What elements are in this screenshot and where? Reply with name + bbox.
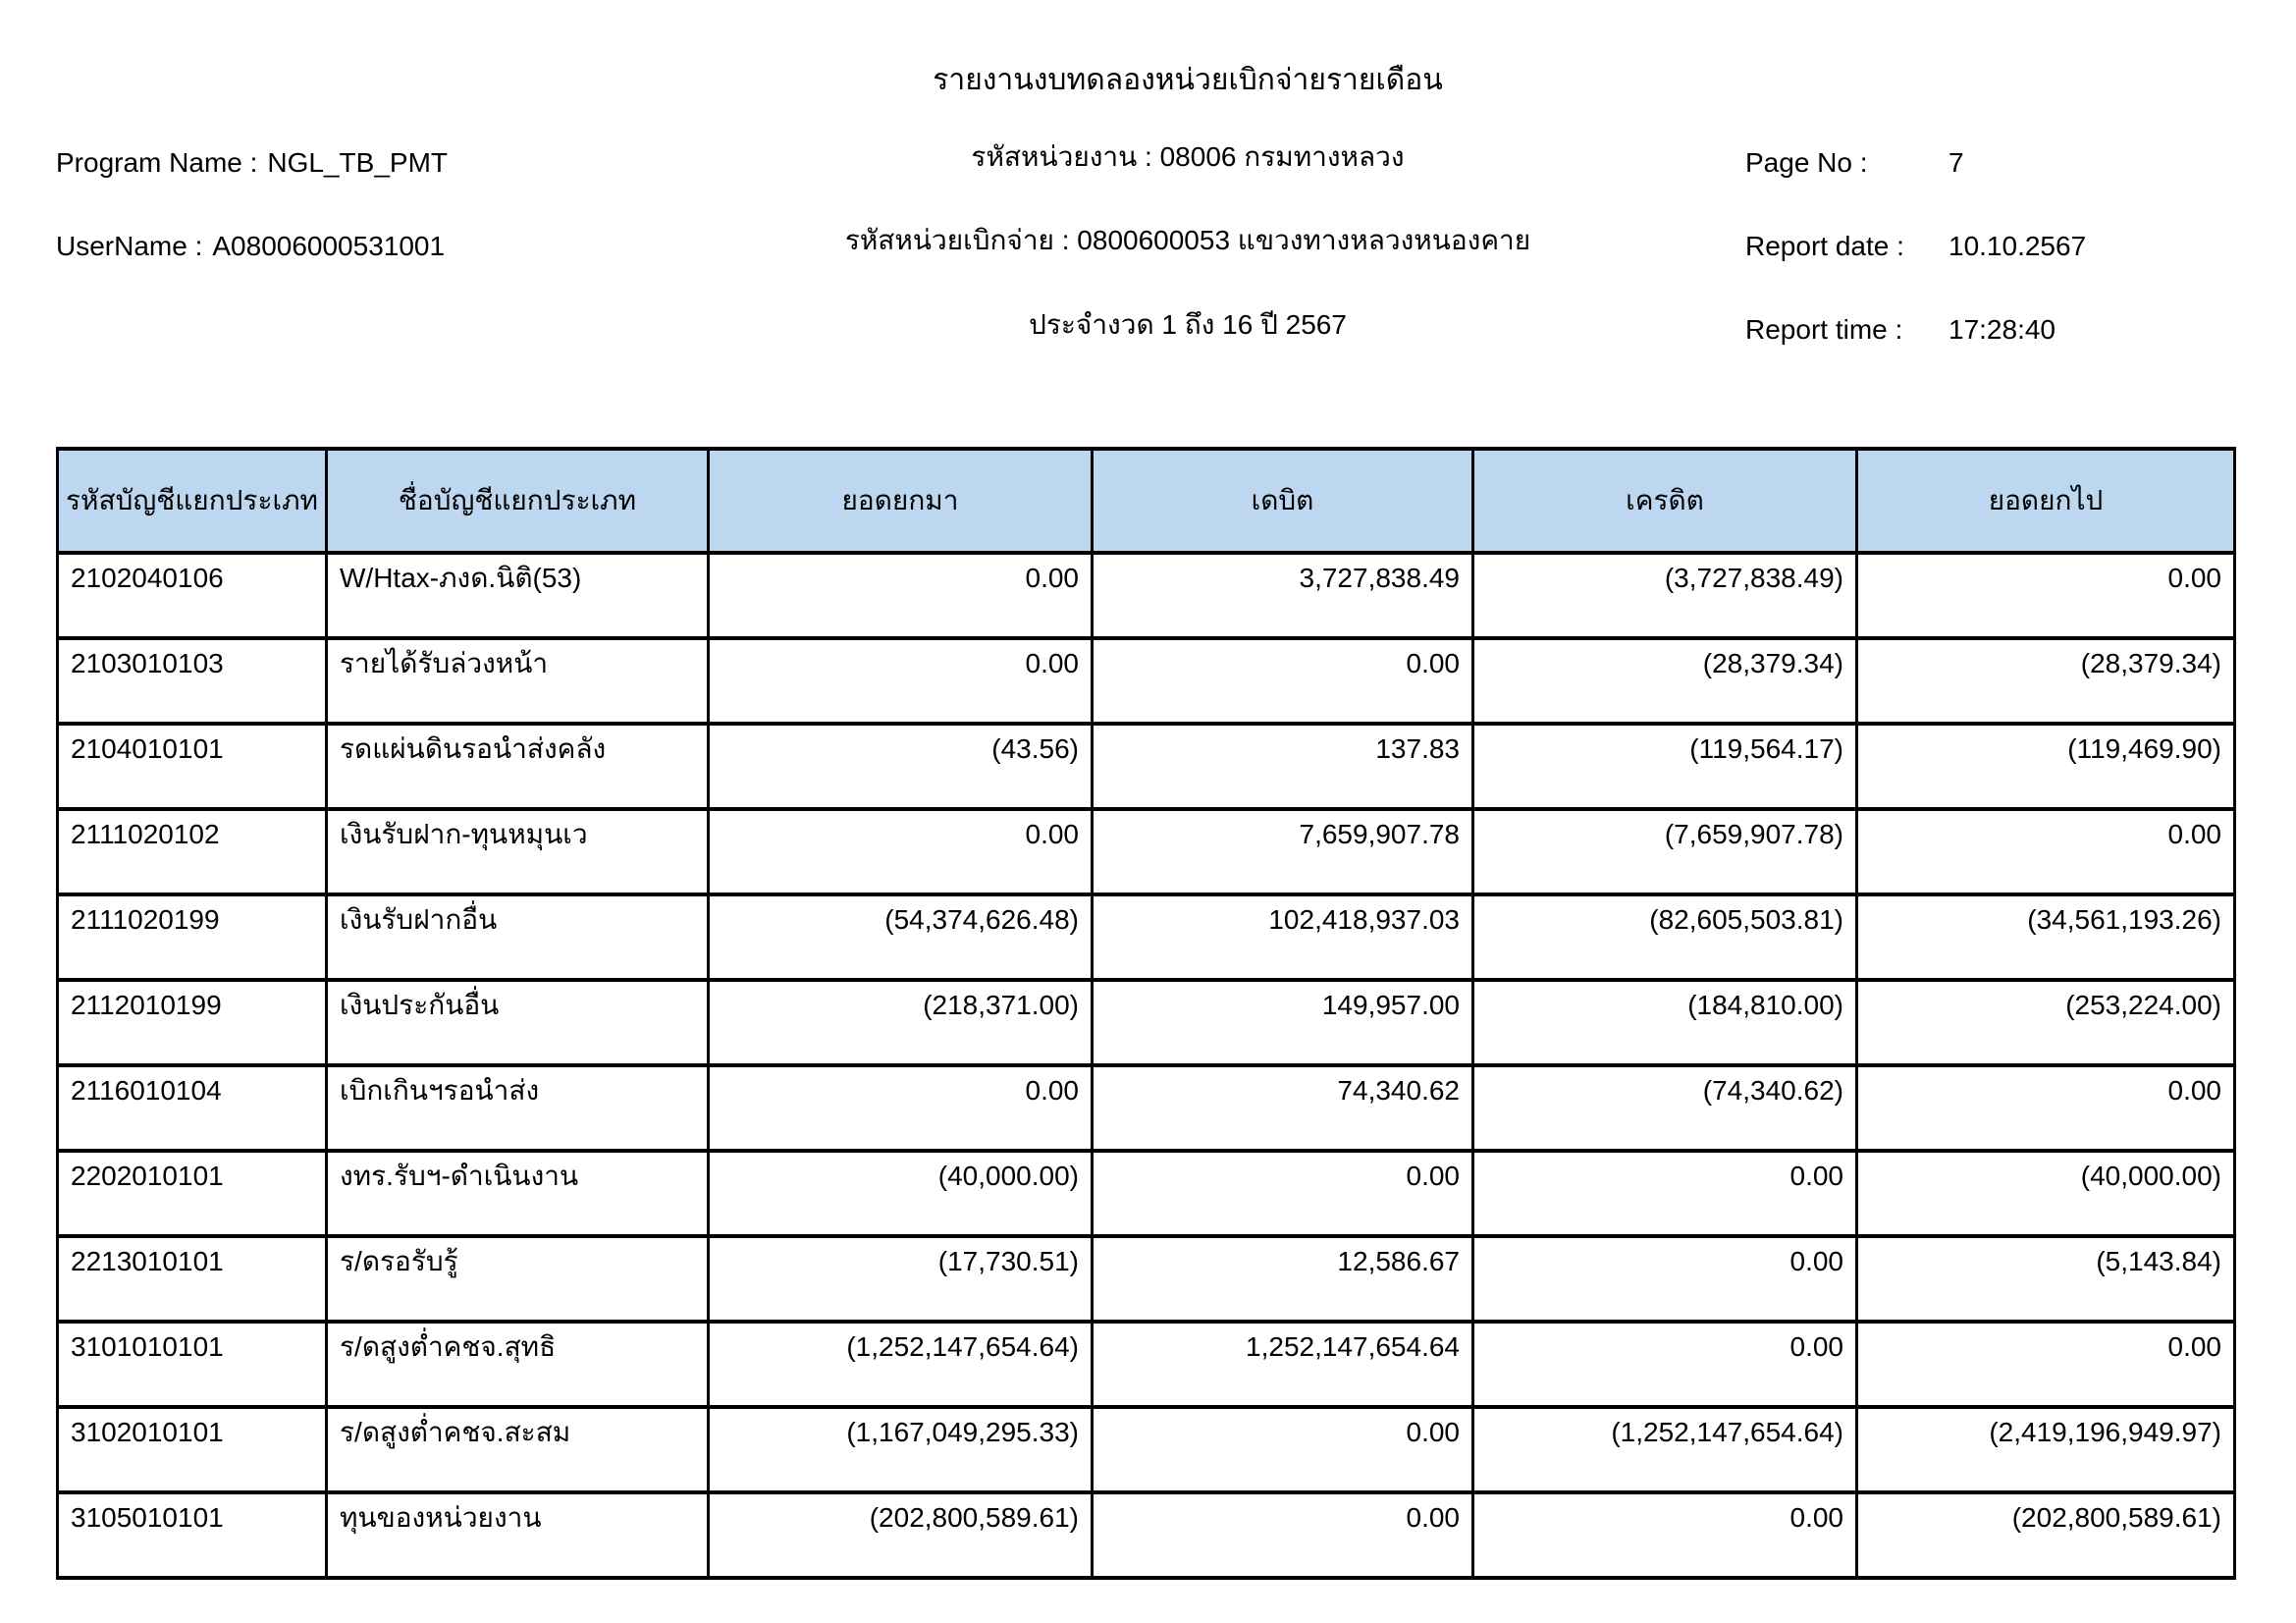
opening-balance-cell: 0.00 <box>709 809 1093 894</box>
account-code-cell: 2102040106 <box>58 553 327 638</box>
credit-cell: (184,810.00) <box>1473 980 1857 1065</box>
credit-cell: 0.00 <box>1473 1492 1857 1578</box>
table-header-row <box>58 449 2235 553</box>
opening-balance-cell: 0.00 <box>709 553 1093 638</box>
report-time-label: Report time : <box>1745 314 1903 345</box>
program-name-label: Program Name : <box>56 147 258 178</box>
closing-balance-cell: 0.00 <box>1857 1065 2235 1151</box>
period-line: ประจำงวด 1 ถึง 16 ปี 2567 <box>1029 309 1347 340</box>
table-row <box>58 724 2235 809</box>
account-code-cell: 2103010103 <box>58 638 327 724</box>
table-row <box>58 894 2235 980</box>
opening-balance-cell: (43.56) <box>709 724 1093 809</box>
closing-balance-cell: (34,561,193.26) <box>1857 894 2235 980</box>
opening-balance-cell: 0.00 <box>709 638 1093 724</box>
credit-cell: 0.00 <box>1473 1236 1857 1322</box>
report-time-value: 17:28:40 <box>1949 314 2056 345</box>
account-code-cell: 2116010104 <box>58 1065 327 1151</box>
program-name-value: NGL_TB_PMT <box>267 147 449 178</box>
opening-balance-cell: (54,374,626.48) <box>709 894 1093 980</box>
agency-line: รหัสหน่วยงาน : 08006 กรมทางหลวง <box>971 141 1405 172</box>
debit-cell: 149,957.00 <box>1093 980 1473 1065</box>
account-code-cell: 2213010101 <box>58 1236 327 1322</box>
closing-balance-cell: (2,419,196,949.97) <box>1857 1407 2235 1492</box>
account-name-cell: ร/ดสูงต่ำคชจ.สะสม <box>327 1407 709 1492</box>
account-name-cell: รดแผ่นดินรอนำส่งคลัง <box>327 724 709 809</box>
opening-balance-cell: (202,800,589.61) <box>709 1492 1093 1578</box>
credit-cell: (74,340.62) <box>1473 1065 1857 1151</box>
closing-balance-cell: 0.00 <box>1857 1322 2235 1407</box>
credit-cell: (1,252,147,654.64) <box>1473 1407 1857 1492</box>
report-date-value: 10.10.2567 <box>1949 231 2087 261</box>
closing-balance-cell: (5,143.84) <box>1857 1236 2235 1322</box>
table-row <box>58 1151 2235 1236</box>
credit-cell: 0.00 <box>1473 1322 1857 1407</box>
closing-balance-cell: (28,379.34) <box>1857 638 2235 724</box>
closing-balance-cell: 0.00 <box>1857 809 2235 894</box>
col-header-debit: เดบิต <box>1093 449 1473 553</box>
closing-balance-cell: (119,469.90) <box>1857 724 2235 809</box>
table-row <box>58 980 2235 1065</box>
credit-cell: (82,605,503.81) <box>1473 894 1857 980</box>
account-name-cell: เงินประกันอื่น <box>327 980 709 1065</box>
account-name-cell: เบิกเกินฯรอนำส่ง <box>327 1065 709 1151</box>
report-date-label: Report date : <box>1745 231 1904 261</box>
debit-cell: 0.00 <box>1093 1407 1473 1492</box>
account-name-cell: เงินรับฝากอื่น <box>327 894 709 980</box>
debit-cell: 74,340.62 <box>1093 1065 1473 1151</box>
disbursement-unit-line: รหัสหน่วยเบิกจ่าย : 0800600053 แขวงทางหลวงหนองคาย <box>844 225 1531 255</box>
closing-balance-cell: 0.00 <box>1857 553 2235 638</box>
account-name-cell: W/Htax-ภงด.นิติ(53) <box>327 553 709 638</box>
table-row <box>58 1407 2235 1492</box>
credit-cell: (119,564.17) <box>1473 724 1857 809</box>
trial-balance-table <box>56 447 2236 1580</box>
debit-cell: 102,418,937.03 <box>1093 894 1473 980</box>
table-row <box>58 638 2235 724</box>
page-no-label: Page No : <box>1745 147 1868 178</box>
col-header-credit: เครดิต <box>1473 449 1857 553</box>
account-code-cell: 3105010101 <box>58 1492 327 1578</box>
debit-cell: 3,727,838.49 <box>1093 553 1473 638</box>
account-name-cell: ทุนของหน่วยงาน <box>327 1492 709 1578</box>
account-code-cell: 2202010101 <box>58 1151 327 1236</box>
credit-cell: 0.00 <box>1473 1151 1857 1236</box>
account-name-cell: งทร.รับฯ-ดำเนินงาน <box>327 1151 709 1236</box>
credit-cell: (3,727,838.49) <box>1473 553 1857 638</box>
account-name-cell: รายได้รับล่วงหน้า <box>327 638 709 724</box>
account-name-cell: เงินรับฝาก-ทุนหมุนเว <box>327 809 709 894</box>
col-header-account-code: รหัสบัญชีแยกประเภท <box>58 449 327 553</box>
opening-balance-cell: (40,000.00) <box>709 1151 1093 1236</box>
opening-balance-cell: (1,167,049,295.33) <box>709 1407 1093 1492</box>
table-row <box>58 1492 2235 1578</box>
debit-cell: 7,659,907.78 <box>1093 809 1473 894</box>
debit-cell: 0.00 <box>1093 1151 1473 1236</box>
credit-cell: (28,379.34) <box>1473 638 1857 724</box>
account-code-cell: 2111020102 <box>58 809 327 894</box>
opening-balance-cell: 0.00 <box>709 1065 1093 1151</box>
debit-cell: 0.00 <box>1093 638 1473 724</box>
closing-balance-cell: (253,224.00) <box>1857 980 2235 1065</box>
credit-cell: (7,659,907.78) <box>1473 809 1857 894</box>
closing-balance-cell: (40,000.00) <box>1857 1151 2235 1236</box>
debit-cell: 137.83 <box>1093 724 1473 809</box>
account-name-cell: ร/ดสูงต่ำคชจ.สุทธิ <box>327 1322 709 1407</box>
username-value: A08006000531001 <box>212 231 446 261</box>
account-code-cell: 2112010199 <box>58 980 327 1065</box>
account-name-cell: ร/ดรอรับรู้ <box>327 1236 709 1322</box>
col-header-account-name: ชื่อบัญชีแยกประเภท <box>327 449 709 553</box>
account-code-cell: 2111020199 <box>58 894 327 980</box>
username-label: UserName : <box>56 231 203 261</box>
table-row <box>58 553 2235 638</box>
debit-cell: 1,252,147,654.64 <box>1093 1322 1473 1407</box>
account-code-cell: 2104010101 <box>58 724 327 809</box>
table-row <box>58 1065 2235 1151</box>
report-title: รายงานงบทดลองหน่วยเบิกจ่ายรายเดือน <box>933 64 1443 96</box>
debit-cell: 0.00 <box>1093 1492 1473 1578</box>
col-header-closing-balance: ยอดยกไป <box>1857 449 2235 553</box>
closing-balance-cell: (202,800,589.61) <box>1857 1492 2235 1578</box>
opening-balance-cell: (17,730.51) <box>709 1236 1093 1322</box>
opening-balance-cell: (218,371.00) <box>709 980 1093 1065</box>
opening-balance-cell: (1,252,147,654.64) <box>709 1322 1093 1407</box>
table-row <box>58 1322 2235 1407</box>
debit-cell: 12,586.67 <box>1093 1236 1473 1322</box>
table-row <box>58 1236 2235 1322</box>
table-row <box>58 809 2235 894</box>
page-no-value: 7 <box>1949 147 1964 178</box>
trial-balance-body <box>58 553 2235 1578</box>
col-header-opening-balance: ยอดยกมา <box>709 449 1093 553</box>
account-code-cell: 3102010101 <box>58 1407 327 1492</box>
account-code-cell: 3101010101 <box>58 1322 327 1407</box>
